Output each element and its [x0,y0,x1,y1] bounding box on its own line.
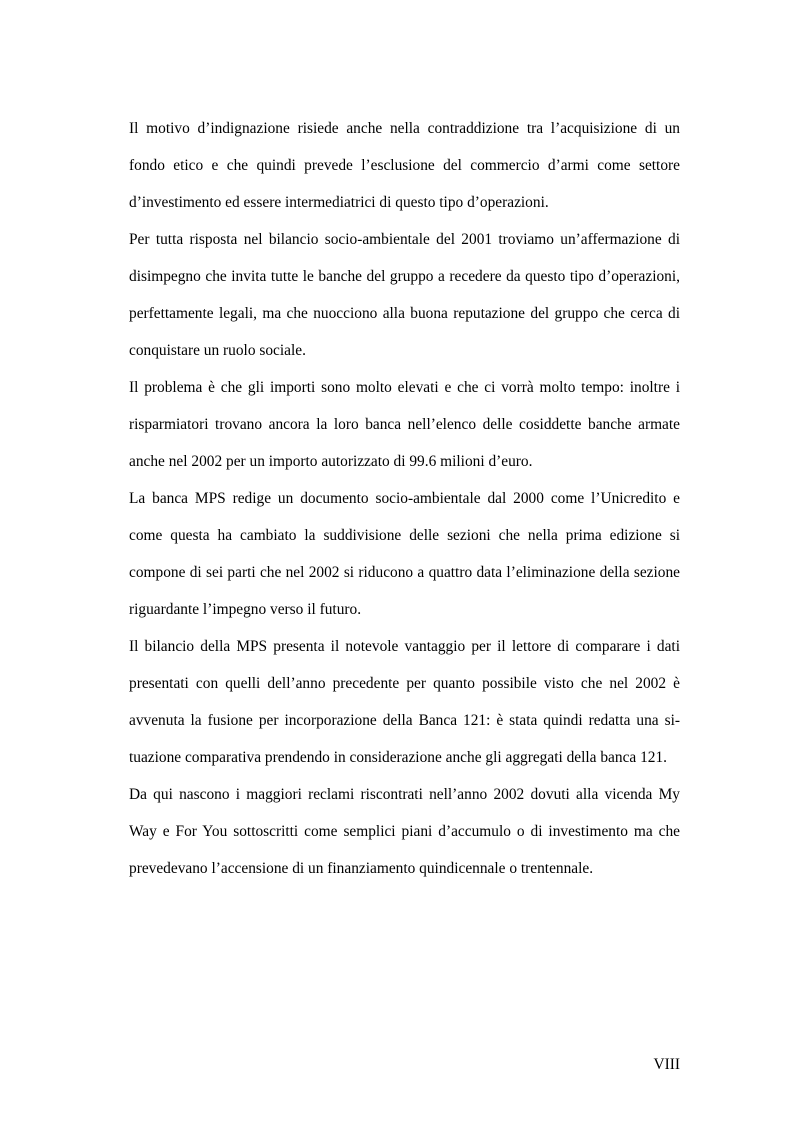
paragraph-complaints-my-way: Da qui nascono i maggiori reclami riscontrati nell’anno 2002 dovuti alla vicenda My Way e For You sottoscritti come semplici piani d’accumulo o di investimento ma che prevedevano l’accensione di un finanziamento quindicennale o trentennale. [129,786,680,877]
paragraph-arms-trade-contradiction: Il motivo d’indignazione risiede anche nella contraddizione tra l’acquisizione di un fondo etico e che quindi prevede l’esclusione del commercio d’armi come settore d’investimento ed essere intermediatrici di questo tipo d’operazioni. [129,120,680,211]
paragraph-mps-report-sections: La banca MPS redige un documento socio-ambientale dal 2000 come l’Unicredito e come questa ha cambiato la suddivisione delle sezioni che nella prima edizione si compone di sei parti che nel 2002 si riducono a quattro data l’eliminazione della sezione riguardante l’impegno verso il futuro. [129,490,680,618]
paragraph-armed-banks-list: Il problema è che gli importi sono molto elevati e che ci vorrà molto tempo: inoltre i risparmiatori trovano ancora la loro banca nell’elenco delle cosiddette banche armate anche nel 2002 per un importo autorizzato di 99.6 milioni d’euro. [129,379,680,470]
page-number: VIII [653,1056,680,1073]
paragraph-mps-comparative-data: Il bilancio della MPS presenta il notevole vantaggio per il lettore di comparare i dati presentati con quelli dell’anno precedente per quanto possibile visto che nel 2002 è avvenuta la fusione per incorporazione della Banca 121: è stata quindi redatta una situazione comparativa prendendo in considerazione anche gli aggregati della banca 121. [129,638,680,766]
body-text [129,110,680,887]
paragraph-2001-report-response: Per tutta risposta nel bilancio socio-ambientale del 2001 troviamo un’affermazione di disimpegno che invita tutte le banche del gruppo a recedere da questo tipo d’operazioni, perfettamente legali, ma che nuocciono alla buona reputazione del gruppo che cerca di conquistare un ruolo sociale. [129,231,680,359]
